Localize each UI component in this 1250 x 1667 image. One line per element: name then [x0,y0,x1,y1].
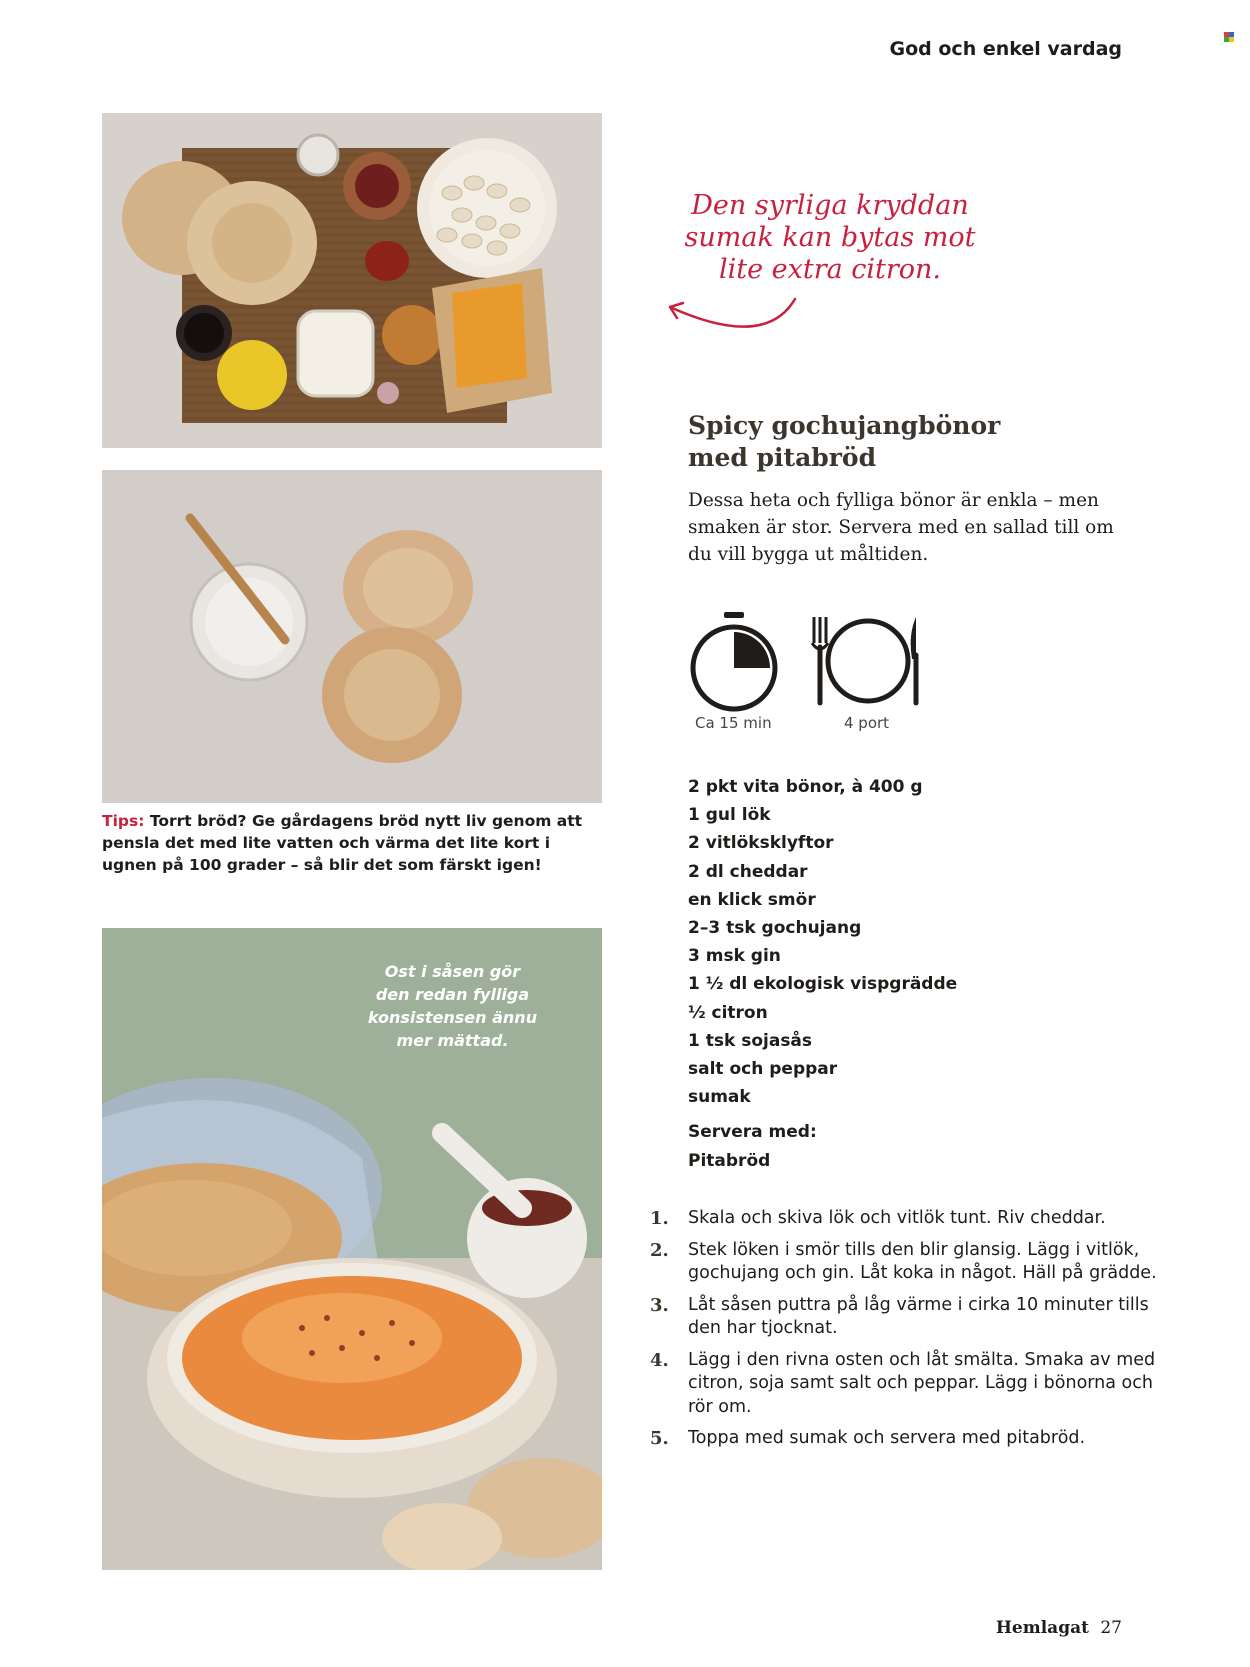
step-number: 3. [650,1294,669,1316]
step [650,1427,1160,1451]
photo-caption-line: mer mättad. [396,1031,509,1050]
step [650,1239,1160,1286]
ingredient: 1 tsk sojasås [688,1030,813,1051]
step-number: 5. [650,1428,669,1449]
ingredient: 1 ½ dl ekologisk vispgrädde [688,974,958,995]
handnote-line: Den syrliga kryddan [691,190,969,221]
ingredient: 2 pkt vita bönor, à 400 g [688,777,923,797]
section-title: God och enkel vardag [889,38,1122,60]
step-list [650,1207,1160,1459]
step-text: Skala och skiva lök och vitlök tunt. Riv cheddar. [688,1208,1106,1228]
step-text: Stek löken i smör tills den blir glansig. Lägg i vitlök, gochujang och gin. Låt koka in något. Häll på grädde. [688,1239,1157,1283]
ingredient: 3 msk gin [688,946,781,967]
photo-caption-line: konsistensen ännu [367,1008,538,1027]
step-text: Lägg i den rivna osten och låt smälta. Smaka av med citron, soja samt salt och peppar. Lägg i bönorna och rör om. [688,1349,1156,1417]
ingredient: 2–3 tsk gochujang [688,918,862,939]
step [650,1207,1160,1231]
ingredient: ½ citron [688,1002,768,1023]
tip-label: Tips: [102,812,145,830]
recipe-title-line: med pitabröd [688,443,877,472]
serve-heading: Servera med: [688,1122,817,1142]
tip-text: Torrt bröd? Ge gårdagens bröd nytt liv genom att pensla det med lite vatten och värma det lite kort i ugnen på 100 grader – så blir det som färskt igen! [102,812,583,874]
servings: 4 port [844,714,890,732]
photo-caption [360,960,545,1052]
ingredient: 2 dl cheddar [688,861,808,882]
ingredient: salt och peppar [688,1059,838,1080]
bread-brush-photo [102,470,602,803]
step [650,1294,1160,1341]
handwritten-note [680,190,980,286]
ingredient: en klick smör [688,889,816,910]
page-number: 27 [1100,1618,1122,1638]
step-number: 1. [650,1208,669,1229]
step-text: Låt såsen puttra på låg värme i cirka 10 minuter tills den har tjocknat. [688,1294,1149,1338]
recipe-intro: Dessa heta och fylliga bönor är enkla – men smaken är stor. Servera med en sallad till om du vill bygga ut måltiden. [688,490,1114,565]
ingredient: 1 gul lök [688,805,771,826]
step-text: Toppa med sumak och servera med pitabröd. [688,1428,1086,1448]
curved-arrow-icon [655,295,805,345]
color-registration-icon [1224,32,1234,42]
tip-box [102,810,602,876]
timer-icon [686,610,782,714]
page-footer [996,1618,1122,1638]
cook-time: Ca 15 min [695,714,772,732]
step-number: 4. [650,1349,669,1371]
step [650,1349,1160,1420]
step-number: 2. [650,1239,669,1261]
photo-caption-line: Ost i såsen gör [384,962,521,981]
ingredient: sumak [688,1087,751,1108]
magazine-name: Hemlagat [995,1618,1089,1638]
ingredients-photo [102,113,602,448]
recipe-title [688,410,1108,474]
handnote-line: sumak kan bytas mot [684,222,976,253]
handnote-line: lite extra citron. [718,254,942,285]
ingredient-list [688,773,1108,1111]
ingredient: 2 vitlöksklyftor [688,833,834,854]
photo-caption-line: den redan fylliga [375,985,530,1004]
serve-item: Pitabröd [688,1151,771,1171]
plate-cutlery-icon [808,615,926,707]
recipe-title-line: Spicy gochujangbönor [688,411,1001,440]
